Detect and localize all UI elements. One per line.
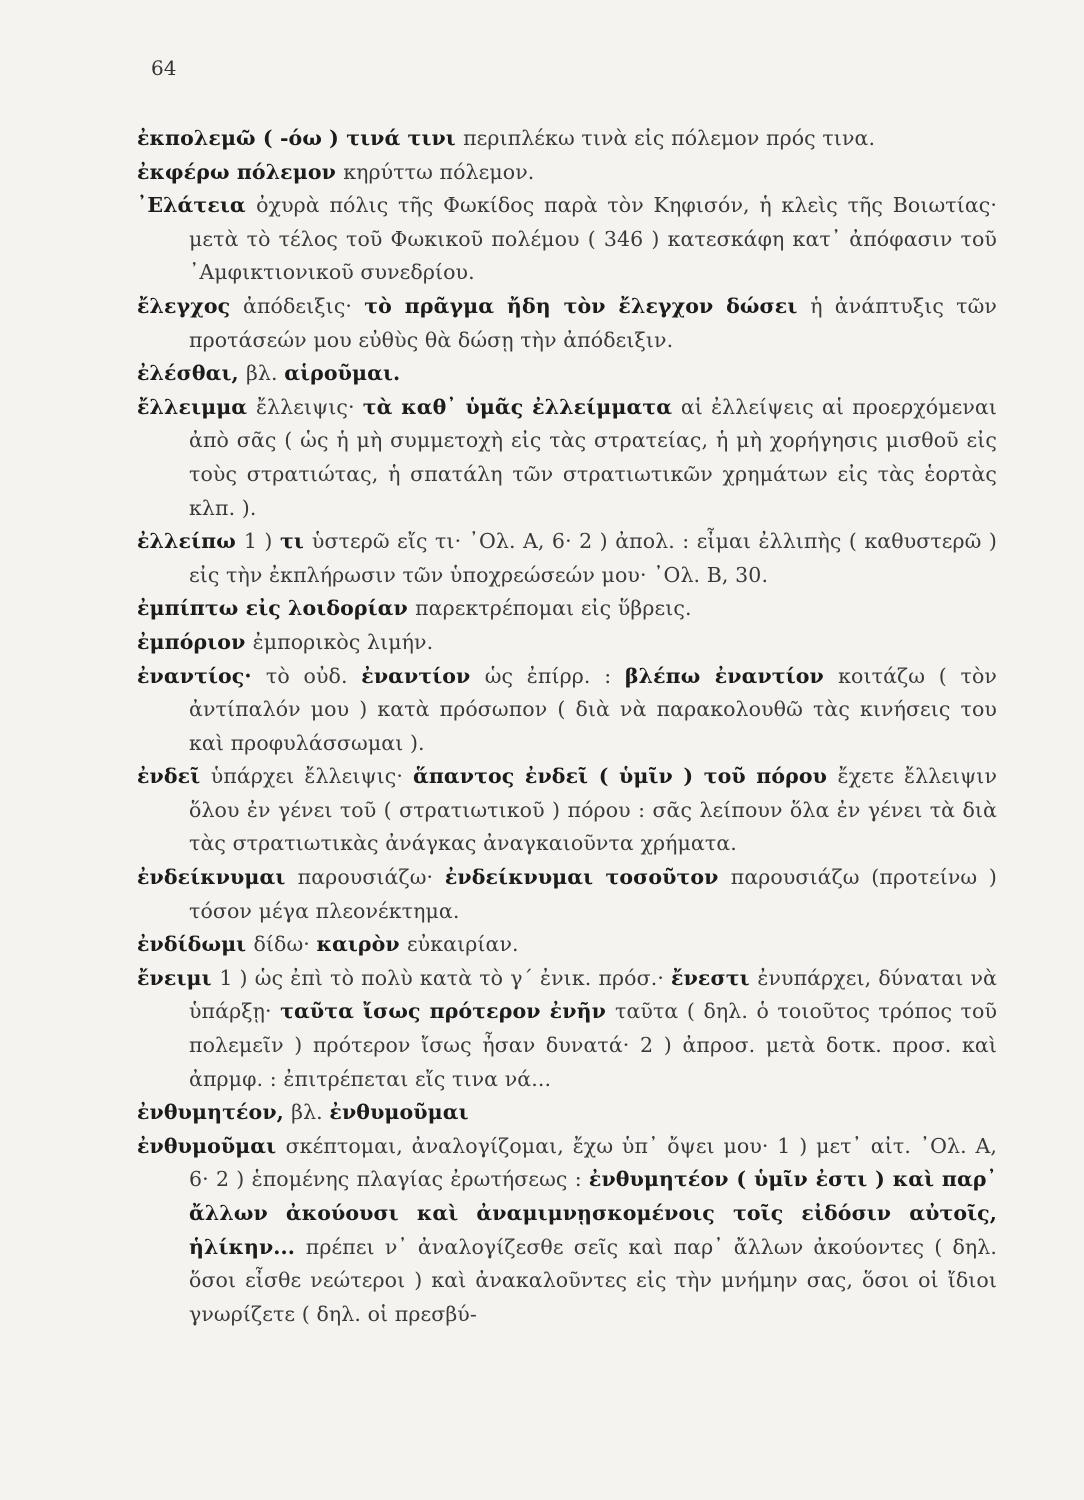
entry-headword: τὸ πρᾶγμα ἤδη τὸν ἔλεγχον δώσει xyxy=(364,293,811,318)
entry-headword: ἔλλειμμα xyxy=(137,394,256,419)
entry-headword: ἔνειμι xyxy=(137,965,220,990)
entry-headword: ἐνδείκνυμαι xyxy=(137,865,298,890)
entry-definition: πρέπει ν᾿ ἀναλογίζεσθε σεῖς καὶ παρ᾿ ἄλλων ἀκούοντες ( δηλ. ὅσοι εἶσθε νεώτεροι ) καὶ ἀνακαλοῦντες εἰς τὴν μνήμην σας, ὅσοι οἱ ἴδιοι γνωρίζετε ( δηλ. οἱ πρεσβύ- xyxy=(189,1234,997,1326)
entry-definition: παρεκτρέπομαι εἰς ὕβρεις. xyxy=(415,596,692,621)
entry-headword: τὰ καθ᾿ ὑμᾶς ἐλλείμματα xyxy=(362,394,681,419)
entry-definition: ὀχυρὰ πόλις τῆς Φωκίδος παρὰ τὸν Κηφισόν, ἡ κλεὶς τῆς Βοιωτίας· μετὰ τὸ τέλος τοῦ Φωκικοῦ πολέμου ( 346 ) κατεσκάφη κατ᾿ ἀπόφασιν τοῦ ᾿Αμφικτιονικοῦ συνεδρίου. xyxy=(189,193,997,285)
entry-headword: ἐνδεῖ xyxy=(137,764,211,789)
entry-headword: ἔνεστι xyxy=(671,965,758,990)
entry-definition: κοιτάζω ( τὸν ἀντίπαλόν μου ) κατὰ πρόσωπον ( διὰ νὰ παρακολουθῶ τὰς κινήσεις του καὶ προφυλάσσωμαι ). xyxy=(189,663,997,755)
entry-definition: ἐμπορικὸς λιμήν. xyxy=(252,629,434,654)
entry-definition: κηρύττω πόλεμον. xyxy=(343,159,535,184)
entry-headword: καιρὸν xyxy=(316,932,407,957)
glossary-entry xyxy=(137,760,997,861)
entry-definition: παρουσιάζω (προτείνω ) τόσον μέγα πλεονέκτημα. xyxy=(189,865,998,923)
entry-definition: τὸ οὐδ. xyxy=(265,663,362,688)
glossary-entry xyxy=(137,156,997,190)
entry-definition: ὑστερῶ εἴς τι· ᾿Ολ. Α, 6· 2 ) ἀπολ. : εἶμαι ἐλλιπὴς ( καθυστερῶ ) εἰς τὴν ἐκπλήρωσιν τῶν ὑποχρεώσεών μου· ᾿Ολ. Β, 30. xyxy=(189,529,997,587)
glossary-entry xyxy=(137,525,997,592)
entry-headword: ἐναντίος· xyxy=(137,663,266,688)
entry-headword: ἐνδείκνυμαι τοσοῦτον xyxy=(444,865,731,890)
entry-definition: βλ. xyxy=(245,361,285,386)
entry-definition: περιπλέκω τινὰ εἰς πόλεμον πρός τινα. xyxy=(463,126,876,150)
glossary-entry xyxy=(137,1096,997,1130)
entry-definition: ὑπάρχει ἔλλειψις· xyxy=(210,764,413,789)
entry-headword: ἐνθυμητέον ( ὑμῖν ἐστι ) καὶ παρ᾿ ἄλλων ἀκούουσι καὶ ἀναμιμνῃσκομένοις τοῖς εἰδόσιν αὐτοῖς, ἡλίκην... xyxy=(189,1167,997,1259)
entry-headword: ἐλέσθαι, xyxy=(137,361,246,386)
entry-headword: ἐκπολεμῶ ( -όω ) τινά τινι xyxy=(137,126,464,150)
entry-definition: ταῦτα ( δηλ. ὁ τοιοῦτος τρόπος τοῦ πολεμεῖν ) πρότερον ἴσως ἦσαν δυνατά· 2 ) ἀπροσ. μετὰ δοτκ. προσ. καὶ ἀπρμφ. : ἐπιτρέπεται εἴς τινα νά... xyxy=(189,999,998,1091)
entry-definition: ἐνυπάρχει, δύναται νὰ ὑπάρξῃ· xyxy=(189,965,997,1024)
entry-headword: αἱροῦμαι. xyxy=(284,361,401,386)
entry-headword: ἐνθυμοῦμαι xyxy=(329,1100,469,1125)
entry-definition: σκέπτομαι, ἀναλογίζομαι, ἔχω ὑπ᾿ ὄψει μου· 1 ) μετ᾿ αἰτ. ᾿Ολ. Α, 6· 2 ) ἑπομένης πλαγίας ἐρωτήσεως : xyxy=(189,1133,998,1192)
entry-headword: ἐνθυμητέον, xyxy=(137,1100,292,1125)
entry-definition: ἔλλειψις· xyxy=(255,394,363,419)
entry-headword: ἐλλείπω xyxy=(137,529,244,554)
entry-headword: ἅπαντος ἐνδεῖ ( ὑμῖν ) τοῦ πόρου xyxy=(412,764,838,789)
entry-headword: ἐμπίπτω εἰς λοιδορίαν xyxy=(137,596,416,621)
entry-definition: ἔχετε ἔλλειψιν ὅλου ἐν γένει τοῦ ( στρατιωτικοῦ ) πόρου : σᾶς λείπουν ὅλα ἐν γένει τὰ διὰ τὰς στρατιωτικὰς ἀνάγκας ἀναγκαιοῦντα χρήματα. xyxy=(189,764,998,856)
entry-headword: ἐναντίον xyxy=(361,663,485,688)
entry-headword: τι xyxy=(279,529,312,554)
glossary-entry xyxy=(137,357,997,391)
entry-headword: βλέπω ἐναντίον xyxy=(624,663,839,688)
glossary-entry xyxy=(137,391,997,525)
glossary-entry xyxy=(137,1130,997,1332)
glossary-entry xyxy=(137,189,997,290)
entry-headword: ἔλεγχος xyxy=(137,293,244,318)
entry-definition: δίδω· xyxy=(253,932,317,957)
glossary-entry xyxy=(137,660,997,761)
entry-headword: ἐμπόριον xyxy=(137,629,253,654)
entry-headword: ἐνθυμοῦμαι xyxy=(137,1133,286,1158)
entry-definition: ἡ ἀνάπτυξις τῶν προτάσεών μου εὐθὺς θὰ δώσῃ τὴν ἀπόδειξιν. xyxy=(189,293,997,352)
glossary-entry xyxy=(137,592,997,626)
entry-definition: ὡς ἐπίρρ. : xyxy=(484,663,625,688)
glossary-entry xyxy=(137,962,997,1096)
entry-headword: ᾿Ελάτεια xyxy=(137,193,257,218)
entry-definition: εὐκαιρίαν. xyxy=(406,932,519,957)
entry-definition: βλ. xyxy=(291,1100,330,1125)
glossary-entry xyxy=(137,122,997,156)
glossary-entry xyxy=(137,626,997,660)
glossary-entries xyxy=(137,122,997,1331)
entry-headword: ἐνδίδωμι xyxy=(137,932,254,957)
page-number: 64 xyxy=(151,56,177,80)
entry-definition: ἀπόδειξις· xyxy=(243,293,365,318)
entry-definition: παρουσιάζω· xyxy=(297,865,445,890)
glossary-entry xyxy=(137,290,997,357)
entry-definition: 1 ) ὡς ἐπὶ τὸ πολὺ κατὰ τὸ γ΄ ἐνικ. πρόσ.· xyxy=(219,965,672,990)
glossary-entry xyxy=(137,861,997,928)
entry-headword: ταῦτα ἴσως πρότερον ἐνῆν xyxy=(280,999,616,1024)
entry-headword: ἐκφέρω πόλεμον xyxy=(137,159,344,184)
entry-definition: αἱ ἐλλείψεις αἱ προερχόμεναι ἀπὸ σᾶς ( ὡς ἡ μὴ συμμετοχὴ εἰς τὰς στρατείας, ἡ μὴ χορήγησις μισθοῦ εἰς τοὺς στρατιώτας, ἡ σπατάλη τῶν στρατιωτικῶν χρημάτων εἰς τὰς ἑορτὰς κλπ. ). xyxy=(189,394,997,520)
entry-definition: 1 ) xyxy=(243,529,280,554)
glossary-entry xyxy=(137,928,997,962)
